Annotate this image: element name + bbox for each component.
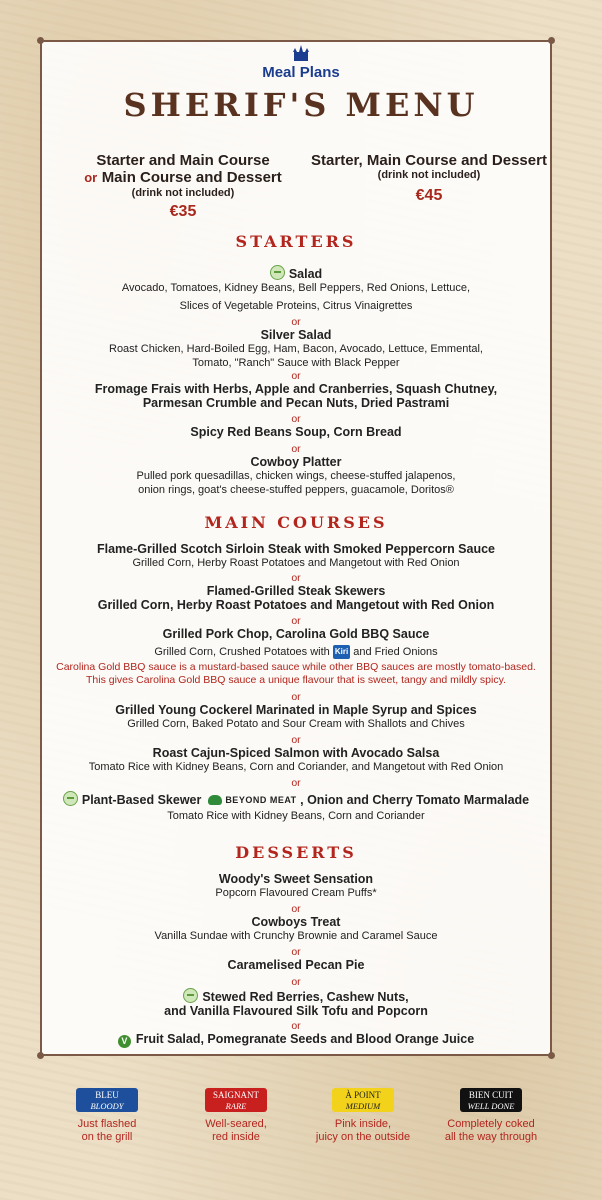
- beyond-meat-icon: [208, 795, 222, 805]
- dish-name: Parmesan Crumble and Pecan Nuts, Dried Pastrami: [142, 396, 450, 410]
- meal-plans-logo: [0, 45, 602, 81]
- or-separator: or: [291, 370, 301, 382]
- dish-name: Woody's Sweet Sensation: [218, 872, 374, 886]
- or-separator: or: [291, 413, 301, 425]
- dish-name: Roast Cajun-Spiced Salmon with Avocado Salsa: [152, 746, 440, 760]
- dish-desc: Grilled Corn, Baked Potato and Sour Cream with Shallots and Chives: [127, 718, 465, 730]
- dish-desc: Avocado, Tomatoes, Kidney Beans, Bell Peppers, Red Onions, Lettuce,: [121, 282, 471, 294]
- section-heading: DESSERTS: [235, 843, 357, 862]
- corner-dot: [37, 37, 44, 44]
- dish-name: Plant-Based Skewer BEYOND MEAT , Onion and Cherry Tomato Marmalade: [40, 791, 552, 807]
- dish-desc: Grilled Corn, Herby Roast Potatoes and Mangetout with Red Onion: [132, 557, 460, 569]
- dish-name: Salad: [40, 265, 552, 281]
- or-separator: or: [291, 572, 301, 584]
- offer-line1: Starter, Main Course and Dessert: [311, 152, 547, 169]
- doneness-desc: juicy on the outside: [315, 1131, 411, 1143]
- vegan-leaf-icon: [183, 988, 198, 1003]
- dish-desc: Tomato, "Ranch" Sauce with Black Pepper: [192, 357, 400, 369]
- vegetarian-v-icon: V: [118, 1035, 131, 1048]
- doneness-desc: red inside: [212, 1131, 260, 1143]
- dish-name: Silver Salad: [260, 328, 332, 342]
- doneness-desc: Pink inside,: [334, 1118, 392, 1130]
- corner-dot: [548, 1052, 555, 1059]
- offer-line1: Starter and Main Course: [96, 152, 270, 169]
- desserts-section: [40, 843, 552, 1048]
- dish-desc: Popcorn Flavoured Cream Puffs*: [215, 887, 377, 899]
- doneness-saignant: [176, 1088, 296, 1144]
- logo-text: Meal Plans: [262, 64, 340, 81]
- corner-dot: [37, 1052, 44, 1059]
- offer-note: (drink not included): [131, 187, 235, 199]
- doneness-badge: BLEU BLOODY: [76, 1088, 138, 1112]
- doneness-desc: Well-seared,: [205, 1118, 267, 1130]
- dish-name: Flame-Grilled Scotch Sirloin Steak with Smoked Peppercorn Sauce: [96, 542, 496, 556]
- or-separator: or: [291, 903, 301, 915]
- offer-45: [306, 152, 552, 205]
- dish-name: Cowboy Platter: [250, 455, 342, 469]
- offer-line2: Main Course and Dessert: [101, 169, 282, 186]
- doneness-bien-cuit: [431, 1088, 551, 1144]
- dish-name: Flamed-Grilled Steak Skewers: [206, 584, 386, 598]
- dish-name: Spicy Red Beans Soup, Corn Bread: [190, 425, 402, 439]
- offer-price: €45: [415, 187, 443, 204]
- sauce-note: Carolina Gold BBQ sauce is a mustard-based sauce while other BBQ sauces are mostly tomato-based.: [56, 661, 536, 673]
- dish-desc: Tomato Rice with Kidney Beans, Corn and Coriander: [167, 810, 425, 822]
- dish-name: Grilled Corn, Herby Roast Potatoes and Mangetout with Red Onion: [97, 598, 495, 612]
- vegan-leaf-icon: [63, 791, 78, 806]
- dish-desc: Slices of Vegetable Proteins, Citrus Vinaigrettes: [179, 300, 413, 312]
- doneness-desc: on the grill: [81, 1131, 133, 1143]
- or-separator: or: [291, 777, 301, 789]
- doneness-desc: Completely coked: [447, 1118, 535, 1130]
- corner-dot: [548, 37, 555, 44]
- or-separator: or: [291, 976, 301, 988]
- or-separator: or: [291, 734, 301, 746]
- or-separator: or: [291, 691, 301, 703]
- or-separator: or: [291, 615, 301, 627]
- dish-desc: onion rings, goat's cheese-stuffed peppers, guacamole, Doritos®: [138, 484, 454, 496]
- kiri-logo: Kiri: [333, 645, 350, 659]
- offer-price: €35: [169, 203, 197, 220]
- beyond-meat-logo: BEYOND MEAT: [225, 795, 297, 805]
- section-heading: STARTERS: [235, 232, 357, 251]
- dish-name: Fromage Frais with Herbs, Apple and Cranberries, Squash Chutney,: [94, 382, 498, 396]
- castle-logo-icon: [291, 45, 311, 61]
- dish-desc: Tomato Rice with Kidney Beans, Corn and Coriander, and Mangetout with Red Onion: [88, 761, 504, 773]
- dish-desc: Vanilla Sundae with Crunchy Brownie and Caramel Sauce: [154, 930, 438, 942]
- doneness-desc: Just flashed: [77, 1118, 137, 1130]
- starters-section: [40, 232, 552, 497]
- or-separator: or: [291, 1020, 301, 1032]
- or-separator: or: [291, 316, 301, 328]
- doneness-badge: SAIGNANT RARE: [205, 1088, 267, 1112]
- vegan-leaf-icon: [270, 265, 285, 280]
- or-separator: or: [291, 443, 301, 455]
- offer-note: (drink not included): [377, 169, 481, 181]
- dish-desc: Roast Chicken, Hard-Boiled Egg, Ham, Bacon, Avocado, Lettuce, Emmental,: [109, 343, 483, 355]
- dish-desc: Pulled pork quesadillas, chicken wings, cheese-stuffed jalapenos,: [136, 470, 456, 482]
- dish-name: and Vanilla Flavoured Silk Tofu and Popcorn: [164, 1004, 428, 1018]
- dish-name: Cowboys Treat: [251, 915, 341, 929]
- doneness-bleu: [47, 1088, 167, 1144]
- doneness-badge: BIEN CUIT WELL DONE: [460, 1088, 522, 1112]
- doneness-badge: À POINT MEDIUM: [332, 1088, 394, 1112]
- offer-35: [60, 152, 306, 221]
- dish-name: V Fruit Salad, Pomegranate Seeds and Blood Orange Juice: [40, 1032, 552, 1048]
- dish-name: Grilled Pork Chop, Carolina Gold BBQ Sauce: [162, 627, 430, 641]
- section-heading: MAIN COURSES: [204, 513, 388, 532]
- offer-or: or: [84, 170, 98, 185]
- page-title: SHERIF'S MENU: [123, 86, 479, 124]
- dish-name: Caramelised Pecan Pie: [227, 958, 365, 972]
- sauce-note: This gives Carolina Gold BBQ sauce a unique flavour that is sweet, tangy and mildly spicy.: [85, 674, 506, 686]
- dish-name: Grilled Young Cockerel Marinated in Maple Syrup and Spices: [115, 703, 477, 717]
- dish-name: Stewed Red Berries, Cashew Nuts,: [40, 988, 552, 1004]
- doneness-desc: all the way through: [444, 1131, 538, 1143]
- or-separator: or: [291, 946, 301, 958]
- mains-section: [40, 513, 552, 823]
- dish-desc: Grilled Corn, Crushed Potatoes with Kiri and Fried Onions: [154, 646, 438, 658]
- doneness-a-point: [303, 1088, 423, 1144]
